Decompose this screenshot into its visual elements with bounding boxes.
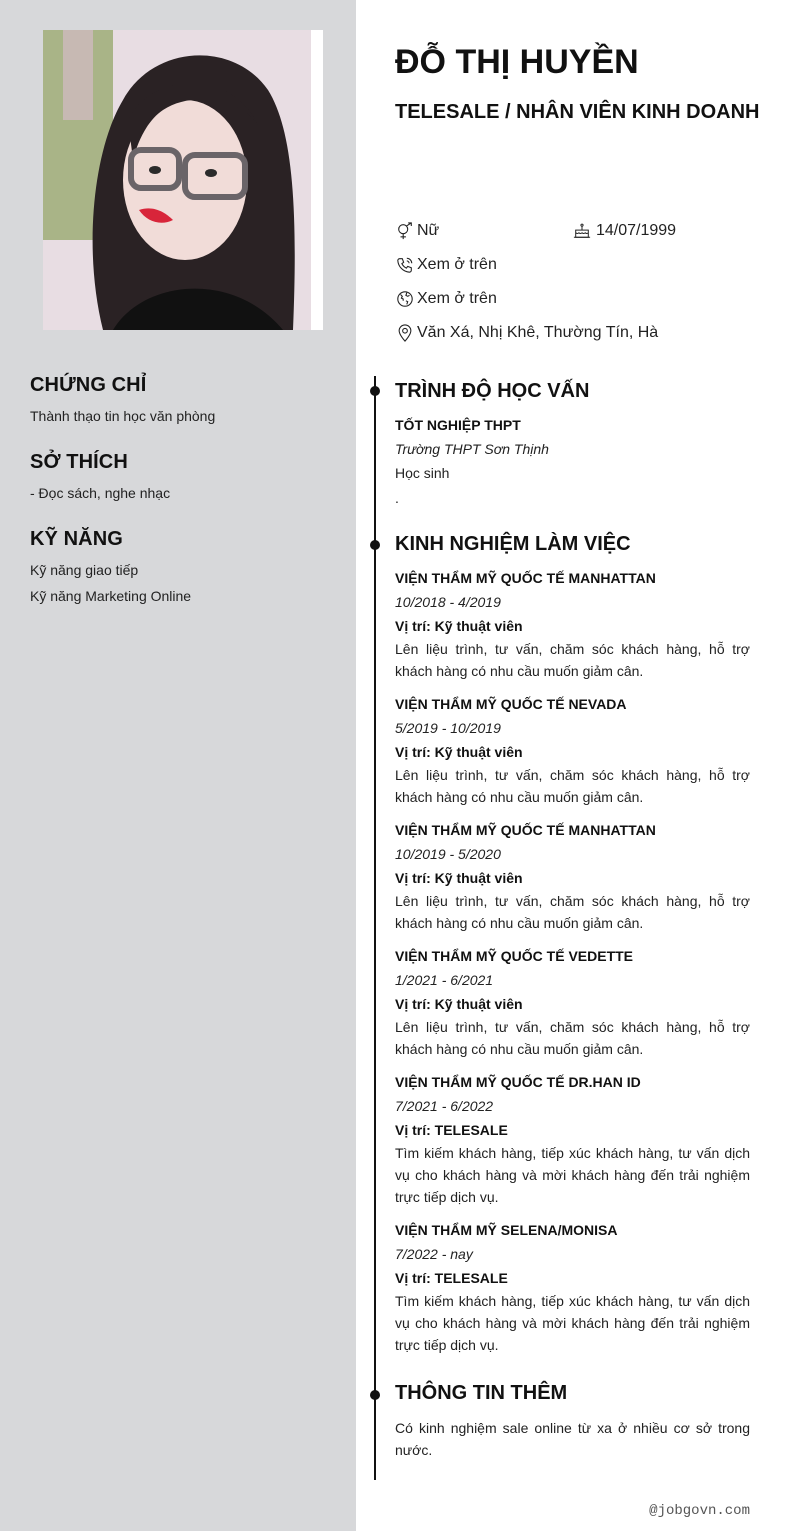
gender-row: [395, 221, 439, 241]
experience-desc: Lên liệu trình, tư vấn, chăm sóc khách hàng, hỗ trợ khách hàng có nhu cầu muốn giảm cân.: [395, 767, 750, 805]
hobbies-title: SỞ THÍCH: [30, 451, 128, 473]
experience-item: [395, 818, 750, 934]
experience-title: KINH NGHIỆM LÀM VIỆC: [395, 533, 631, 555]
portrait-illustration: [43, 30, 311, 330]
timeline-dot: [370, 386, 380, 396]
experience-period: 7/2021 - 6/2022: [395, 1098, 494, 1114]
experience-org: VIỆN THẨM MỸ QUỐC TẾ MANHATTAN: [395, 822, 656, 838]
experience-desc: Lên liệu trình, tư vấn, chăm sóc khách hàng, hỗ trợ khách hàng có nhu cầu muốn giảm cân.: [395, 893, 750, 931]
experience-org: VIỆN THẨM MỸ QUỐC TẾ NEVADA: [395, 696, 627, 712]
birthday-row: [572, 221, 676, 241]
experience-org: VIỆN THẨM MỸ QUỐC TẾ MANHATTAN: [395, 570, 656, 586]
education-title: TRÌNH ĐỘ HỌC VẤN: [395, 380, 590, 402]
gender-icon: [395, 221, 415, 241]
profile-photo: [43, 30, 311, 330]
timeline-dot: [370, 540, 380, 550]
experience-period: 7/2022 - nay: [395, 1246, 473, 1262]
experience-item: [395, 566, 750, 682]
phone-value: Xem ở trên: [417, 256, 497, 273]
experience-item: [395, 1218, 750, 1356]
experience-desc: Lên liệu trình, tư vấn, chăm sóc khách hàng, hỗ trợ khách hàng có nhu cầu muốn giảm cân.: [395, 1019, 750, 1057]
gender-value: Nữ: [417, 222, 440, 239]
education-school: Trường THPT Sơn Thịnh: [395, 441, 549, 457]
certificates-section: [30, 373, 330, 429]
phone-icon: [395, 255, 415, 275]
address-value: Văn Xá, Nhị Khê, Thường Tín, Hà: [417, 324, 659, 341]
additional-info-title: THÔNG TIN THÊM: [395, 1382, 568, 1404]
experience-period: 1/2021 - 6/2021: [395, 972, 494, 988]
experience-role: Vị trí: Kỹ thuật viên: [395, 996, 523, 1012]
birthday-cake-icon: [572, 221, 592, 241]
education-note: .: [395, 490, 399, 506]
education-item: [395, 413, 750, 511]
experience-period: 10/2019 - 5/2020: [395, 846, 501, 862]
experience-period: 5/2019 - 10/2019: [395, 720, 501, 736]
phone-row: [395, 255, 497, 275]
experience-role: Vị trí: TELESALE: [395, 1122, 508, 1138]
email-row: [395, 289, 497, 309]
experience-desc: Tìm kiếm khách hàng, tiếp xúc khách hàng, tư vấn dịch vụ cho khách hàng và mời khách hàng đến trải nghiệm trực tiếp dịch vụ.: [395, 1293, 750, 1353]
hobby-item: - Đọc sách, nghe nhạc: [30, 485, 171, 501]
experience-item: [395, 692, 750, 808]
skill-item: Kỹ năng giao tiếp: [30, 562, 139, 578]
experience-item: [395, 1070, 750, 1208]
certificate-item: Thành thạo tin học văn phòng: [30, 408, 216, 424]
location-pin-icon: [395, 323, 415, 343]
experience-desc: Lên liệu trình, tư vấn, chăm sóc khách hàng, hỗ trợ khách hàng có nhu cầu muốn giảm cân.: [395, 641, 750, 679]
timeline-dot: [370, 1390, 380, 1400]
skill-item: Kỹ năng Marketing Online: [30, 588, 192, 604]
candidate-name: ĐỖ THỊ HUYỀN: [395, 43, 639, 81]
experience-role: Vị trí: TELESALE: [395, 1270, 508, 1286]
skills-title: KỸ NĂNG: [30, 528, 123, 550]
certificates-title: CHỨNG CHỈ: [30, 374, 147, 396]
job-title: TELESALE / NHÂN VIÊN KINH DOANH: [395, 101, 760, 123]
skills-section: [30, 527, 330, 609]
experience-role: Vị trí: Kỹ thuật viên: [395, 744, 523, 760]
education-role: Học sinh: [395, 465, 450, 481]
watermark: @jobgovn.com: [649, 1503, 750, 1519]
address-row: [395, 323, 658, 343]
hobbies-section: [30, 450, 330, 506]
experience-org: VIỆN THẨM MỸ QUỐC TẾ DR.HAN ID: [395, 1074, 641, 1090]
experience-period: 10/2018 - 4/2019: [395, 594, 501, 610]
sidebar: [0, 0, 356, 1531]
globe-icon: [395, 289, 415, 309]
profile-photo-frame: [43, 30, 323, 330]
experience-desc: Tìm kiếm khách hàng, tiếp xúc khách hàng, tư vấn dịch vụ cho khách hàng và mời khách hàng đến trải nghiệm trực tiếp dịch vụ.: [395, 1145, 750, 1205]
additional-info-text: Có kinh nghiệm sale online từ xa ở nhiều cơ sở trong nước.: [395, 1420, 750, 1458]
experience-org: VIỆN THẨM MỸ QUỐC TẾ VEDETTE: [395, 948, 634, 964]
additional-info: [395, 1417, 750, 1461]
birthday-value: 14/07/1999: [596, 222, 677, 239]
email-value: Xem ở trên: [417, 290, 497, 307]
experience-role: Vị trí: Kỹ thuật viên: [395, 870, 523, 886]
experience-role: Vị trí: Kỹ thuật viên: [395, 618, 523, 634]
experience-org: VIỆN THẨM MỸ SELENA/MONISA: [395, 1222, 618, 1238]
experience-item: [395, 944, 750, 1060]
education-degree: TỐT NGHIỆP THPT: [395, 417, 521, 433]
